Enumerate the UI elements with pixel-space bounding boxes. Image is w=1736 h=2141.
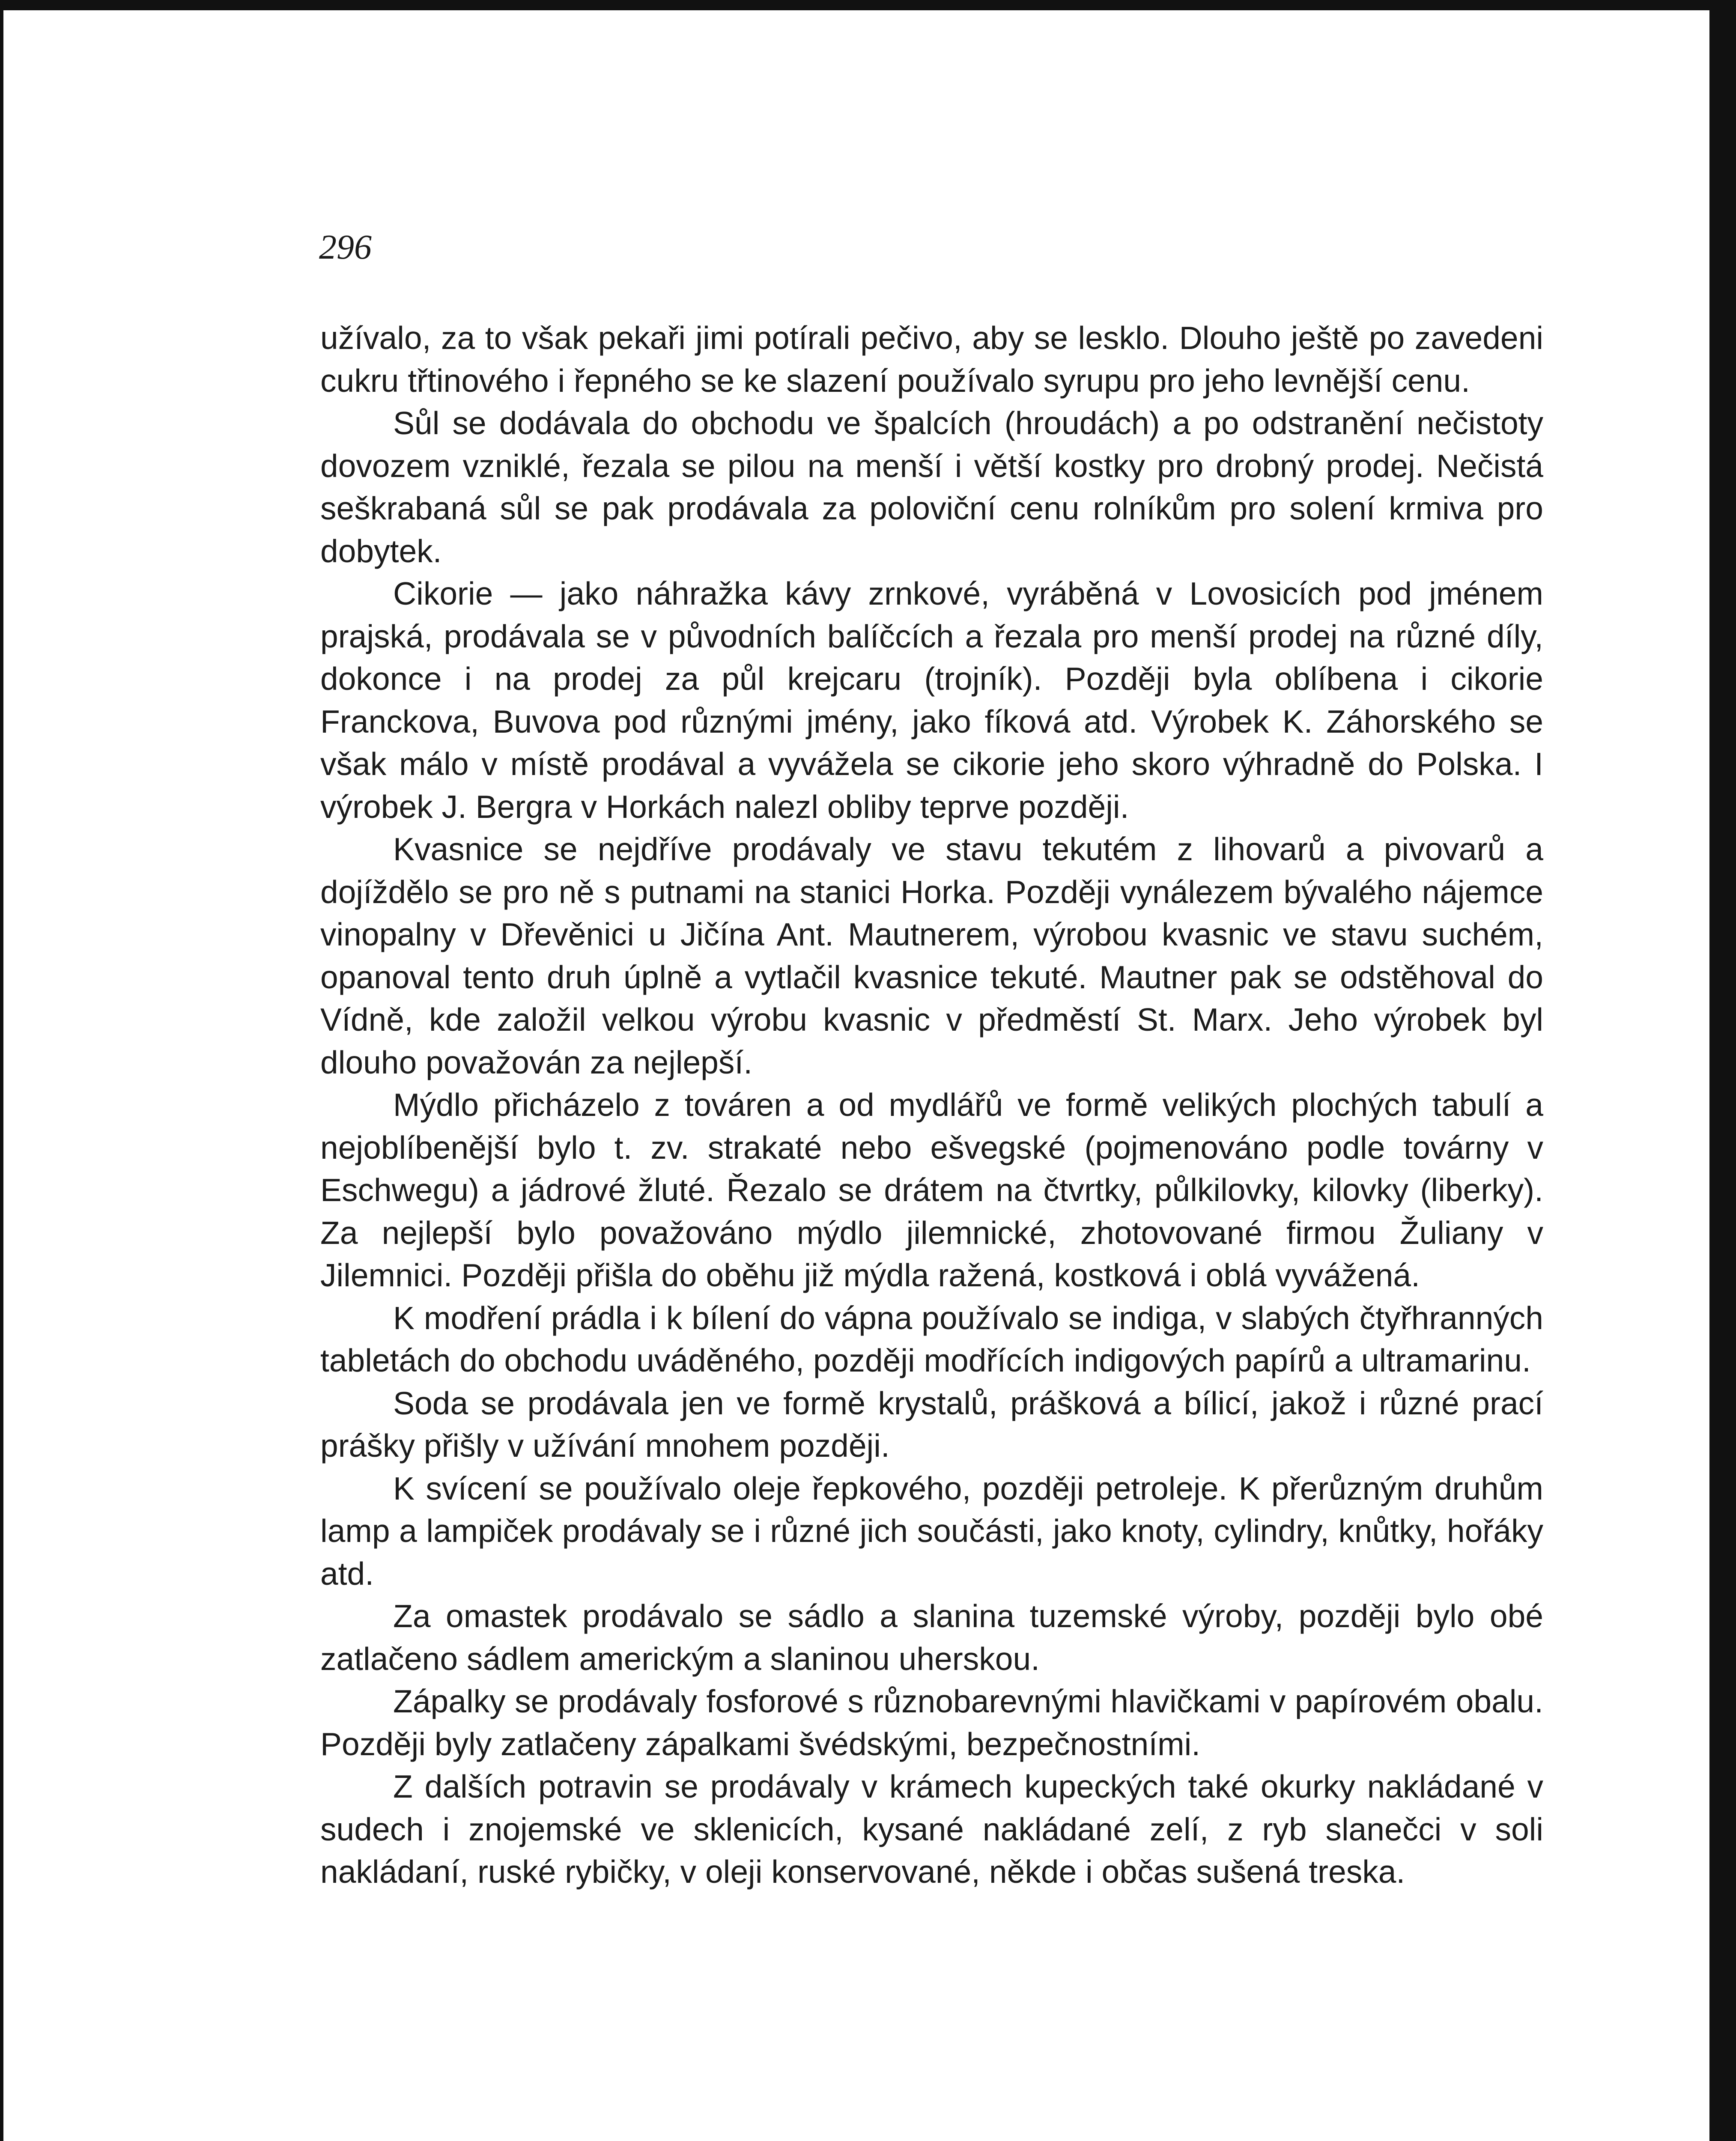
- paragraph: K svícení se používalo oleje řepkového, později petroleje. K přerůzným druhům lamp a lampiček prodávaly se i různé jich součásti, jako knoty, cylindry, knůtky, hořáky atd.: [320, 1470, 1543, 1592]
- page-number: 296: [319, 227, 372, 266]
- paragraph: Cikorie — jako náhražka kávy zrnkové, vyráběná v Lovosicích pod jménem prajská, prodávala se v původních balíčcích a řezala pro menší prodej na různé díly, dokonce i na prodej za půl krejcaru (trojník). Později byla oblíbena i cikorie Franckova, Buvova pod různými jmény, jako fíková atd. Výrobek K. Záhorského se však málo v místě prodával a vyvážela se cikorie jeho skoro výhradně do Polska. I výrobek J. Bergra v Horkách nalezl obliby teprve později.: [320, 576, 1543, 825]
- paragraph: K modření prádla i k bílení do vápna používalo se indiga, v slabých čtyřhranných tabletách do obchodu uváděného, později modřících indigových papírů a ultramarinu.: [320, 1300, 1543, 1378]
- paragraph: Za omastek prodávalo se sádlo a slanina tuzemské výroby, později bylo obé zatlačeno sádlem americkým a slaninou uherskou.: [320, 1598, 1543, 1677]
- paragraph: Kvasnice se nejdříve prodávaly ve stavu tekutém z lihovarů a pivovarů a dojíždělo se pro ně s putnami na stanici Horka. Později vynálezem bývalého nájemce vinopalny v Dřevěnici u Jičína Ant. Mautnerem, výrobou kvasnic ve stavu suchém, opanoval tento druh úplně a vytlačil kvasnice tekuté. Mautner pak se odstěhoval do Vídně, kde založil velkou výrobu kvasnic v předměstí St. Marx. Jeho výrobek byl dlouho považován za nejlepší.: [320, 831, 1543, 1080]
- paragraph: Sůl se dodávala do obchodu ve špalcích (hroudách) a po odstranění nečistoty dovozem vzniklé, řezala se pilou na menší i větší kostky pro drobný prodej. Nečistá seškrabaná sůl se pak prodávala za poloviční cenu rolníkům pro solení krmiva pro dobytek.: [320, 405, 1543, 569]
- body-text: [320, 317, 1543, 1894]
- paragraph: Soda se prodávala jen ve formě krystalů, prášková a bílicí, jakož i různé prací prášky přišly v užívání mnohem později.: [320, 1385, 1543, 1464]
- paragraph: Z dalších potravin se prodávaly v krámech kupeckých také okurky nakládané v sudech i znojemské ve sklenicích, kysané nakládané zelí, z ryb slanečci v soli nakládaní, ruské rybičky, v oleji konservované, někde i občas sušená treska.: [320, 1768, 1543, 1890]
- paragraph: užívalo, za to však pekaři jimi potírali pečivo, aby se lesklo. Dlouho ještě po zavedeni cukru třtinového i řepného se ke slazení používalo syrupu pro jeho levnější cenu.: [320, 320, 1543, 399]
- scan-border-top: [0, 0, 1736, 10]
- scan-border-right: [1709, 0, 1736, 2141]
- paragraph: Zápalky se prodávaly fosforové s různobarevnými hlavičkami v papírovém obalu. Později byly zatlačeny zápalkami švédskými, bezpečnostními.: [320, 1683, 1543, 1762]
- scan-border-left: [0, 0, 3, 2141]
- paragraph: Mýdlo přicházelo z továren a od mydlářů ve formě velikých plochých tabulí a nejoblíbenější bylo t. zv. strakaté nebo ešvegské (pojmenováno podle továrny v Eschwegu) a jádrové žluté. Řezalo se drátem na čtvrtky, půlkilovky, kilovky (liberky). Za nejlepší bylo považováno mýdlo jilemnické, zhotovované firmou Žuliany v Jilemnici. Později přišla do oběhu již mýdla ražená, kostková i oblá vyvážená.: [320, 1087, 1543, 1293]
